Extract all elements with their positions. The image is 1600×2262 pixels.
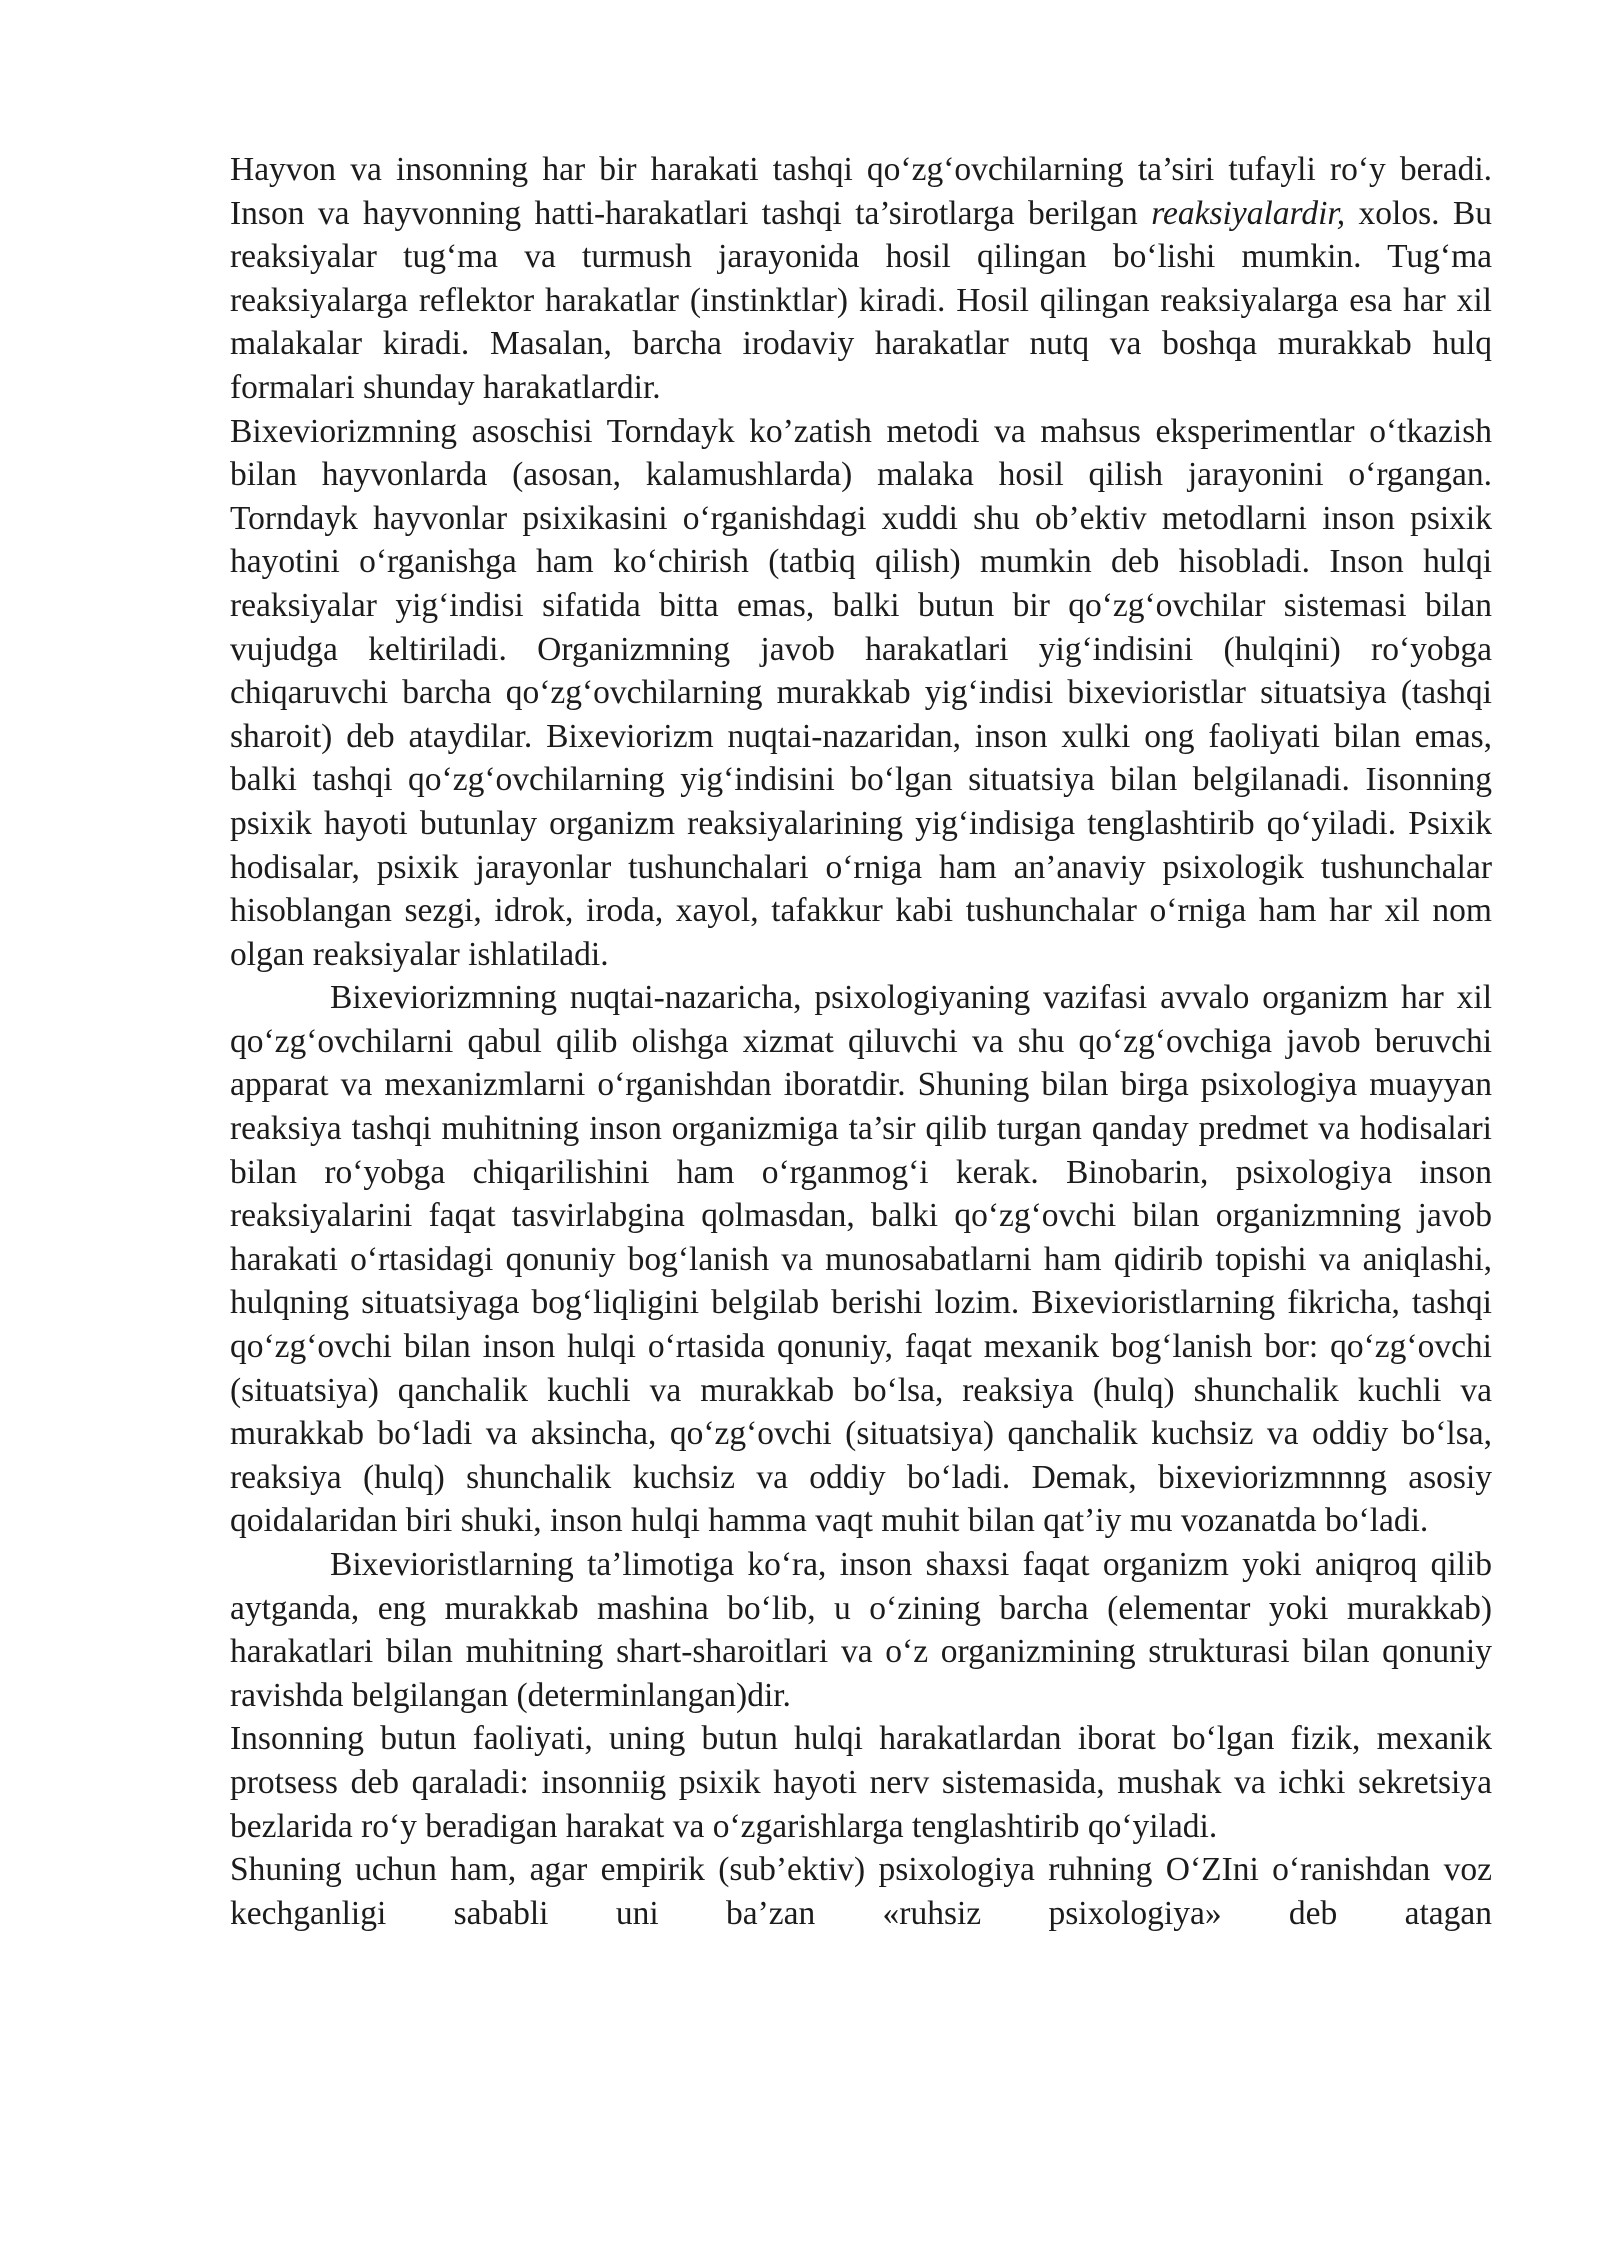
paragraph-1-italic-term: reaksiyalardir, <box>1151 194 1346 232</box>
paragraph-1-text-b: xolos. Bu reaksiyalar tug‘ma va turmush jarayonida hosil qilingan bo‘lishi mumkin. Tug‘ma reaksiyalarga reflektor harakatlar (instinktlar) kiradi. Hosil qilingan reaksiyalarga esa har xil malakalar kiradi. Masalan, barcha irodaviy harakatlar nutq va boshqa murakkab hulq formalari shunday harakatlardir. <box>230 194 1492 406</box>
paragraph-3 <box>230 976 1492 1543</box>
document-page <box>230 148 1492 1935</box>
paragraph-5 <box>230 1717 1492 1848</box>
paragraph-4 <box>230 1543 1492 1717</box>
paragraph-1 <box>230 148 1492 410</box>
paragraph-1-text-a: Hayvon va insonning har bir harakati tashqi qo‘zg‘ovchilarning ta’siri tufayli ro‘y beradi. Inson va hayvonning hatti-harakatlari tashqi ta’sirotlarga berilgan <box>230 151 1492 232</box>
paragraph-3-text: Bixeviorizmning nuqtai-nazaricha, psixologiyaning vazifasi avvalo organizm har xil qo‘zg‘ovchilarni qabul qilib olishga xizmat qiluvchi va shu qo‘zg‘ovchiga javob beruvchi apparat va mexanizmlarni o‘rganishdan iboratdir. Shuning bilan birga psixologiya muayyan reaksiya tashqi muhitning inson organizmiga ta’sir qilib turgan qanday predmet va hodisalari bilan ro‘yobga chiqarilishini ham o‘rganmog‘i kerak. Binobarin, psixologiya inson reaksiyalarini faqat tasvirlabgina qolmasdan, balki qo‘zg‘ovchi bilan organizmning javob harakati o‘rtasidagi qonuniy bog‘lanish va munosabatlarni ham qidirib topishi va aniqlashi, hulqning situatsiyaga bog‘liqligini belgilab berishi lozim. Bixevioristlarning fikricha, tashqi qo‘zg‘ovchi bilan inson hulqi o‘rtasida qonuniy, faqat mexanik bog‘lanish bor: qo‘zg‘ovchi (situatsiya) qanchalik kuchli va murakkab bo‘lsa, reaksiya (hulq) shunchalik kuchli va murakkab bo‘ladi va aksincha, qo‘zg‘ovchi (situatsiya) qanchalik kuchsiz va oddiy bo‘lsa, reaksiya (hulq) shunchalik kuchsiz va oddiy bo‘ladi. Demak, bixeviorizmnnng asosiy qoidalaridan biri shuki, inson hulqi hamma vaqt muhit bilan qat’iy mu vozanatda bo‘ladi. <box>230 979 1492 1540</box>
paragraph-2 <box>230 410 1492 977</box>
paragraph-5-text: Insonning butun faoliyati, uning butun hulqi harakatlardan iborat bo‘lgan fizik, mexanik protsess deb qaraladi: insonniig psixik hayoti nerv sistemasida, mushak va ichki sekretsiya bezlarida ro‘y beradigan harakat va o‘zgarishlarga tenglashtirib qo‘yiladi. <box>230 1720 1492 1845</box>
paragraph-2-text: Bixeviorizmning asoschisi Torndayk ko’zatish metodi va mahsus eksperimentlar o‘tkazish bilan hayvonlarda (asosan, kalamushlarda) malaka hosil qilish jarayonini o‘rgangan. Torndayk hayvonlar psixikasini o‘rganishdagi xuddi shu ob’ektiv metodlarni inson psixik hayotini o‘rganishga ham ko‘chirish (tatbiq qilish) mumkin deb hisobladi. Inson hulqi reaksiyalar yig‘indisi sifatida bitta emas, balki butun bir qo‘zg‘ovchilar sistemasi bilan vujudga keltiriladi. Organizmning javob harakatlari yig‘indisini (hulqini) ro‘yobga chiqaruvchi barcha qo‘zg‘ovchilarning murakkab yig‘indisi bixevioristlar situatsiya (tashqi sharoit) deb ataydilar. Bixeviorizm nuqtai-nazaridan, inson xulki ong faoliyati bilan emas, balki tashqi qo‘zg‘ovchilarning yig‘indisini bo‘lgan situatsiya bilan belgilanadi. Iisonning psixik hayoti butunlay organizm reaksiyalarining yig‘indisiga tenglashtirib qo‘yiladi. Psixik hodisalar, psixik jarayonlar tushunchalari o‘rniga ham an’anaviy psixologik tushunchalar hisoblangan sezgi, idrok, iroda, xayol, tafakkur kabi tushunchalar o‘rniga ham har xil nom olgan reaksiyalar ishlatiladi. <box>230 412 1492 973</box>
paragraph-6 <box>230 1848 1492 1935</box>
paragraph-4-text: Bixevioristlarning ta’limotiga ko‘ra, inson shaxsi faqat organizm yoki aniqroq qilib aytganda, eng murakkab mashina bo‘lib, u o‘zining barcha (elementar yoki murakkab) harakatlari bilan muhitning shart-sharoitlari va o‘z organizmining strukturasi bilan qonuniy ravishda belgilangan (determinlangan)dir. <box>230 1546 1492 1714</box>
paragraph-6-text: Shuning uchun ham, agar empirik (sub’ektiv) psixologiya ruhning O‘ZIni o‘ranishdan voz kechganligi sababli uni ba’zan «ruhsiz psixologiya» deb atagan <box>230 1851 1492 1932</box>
